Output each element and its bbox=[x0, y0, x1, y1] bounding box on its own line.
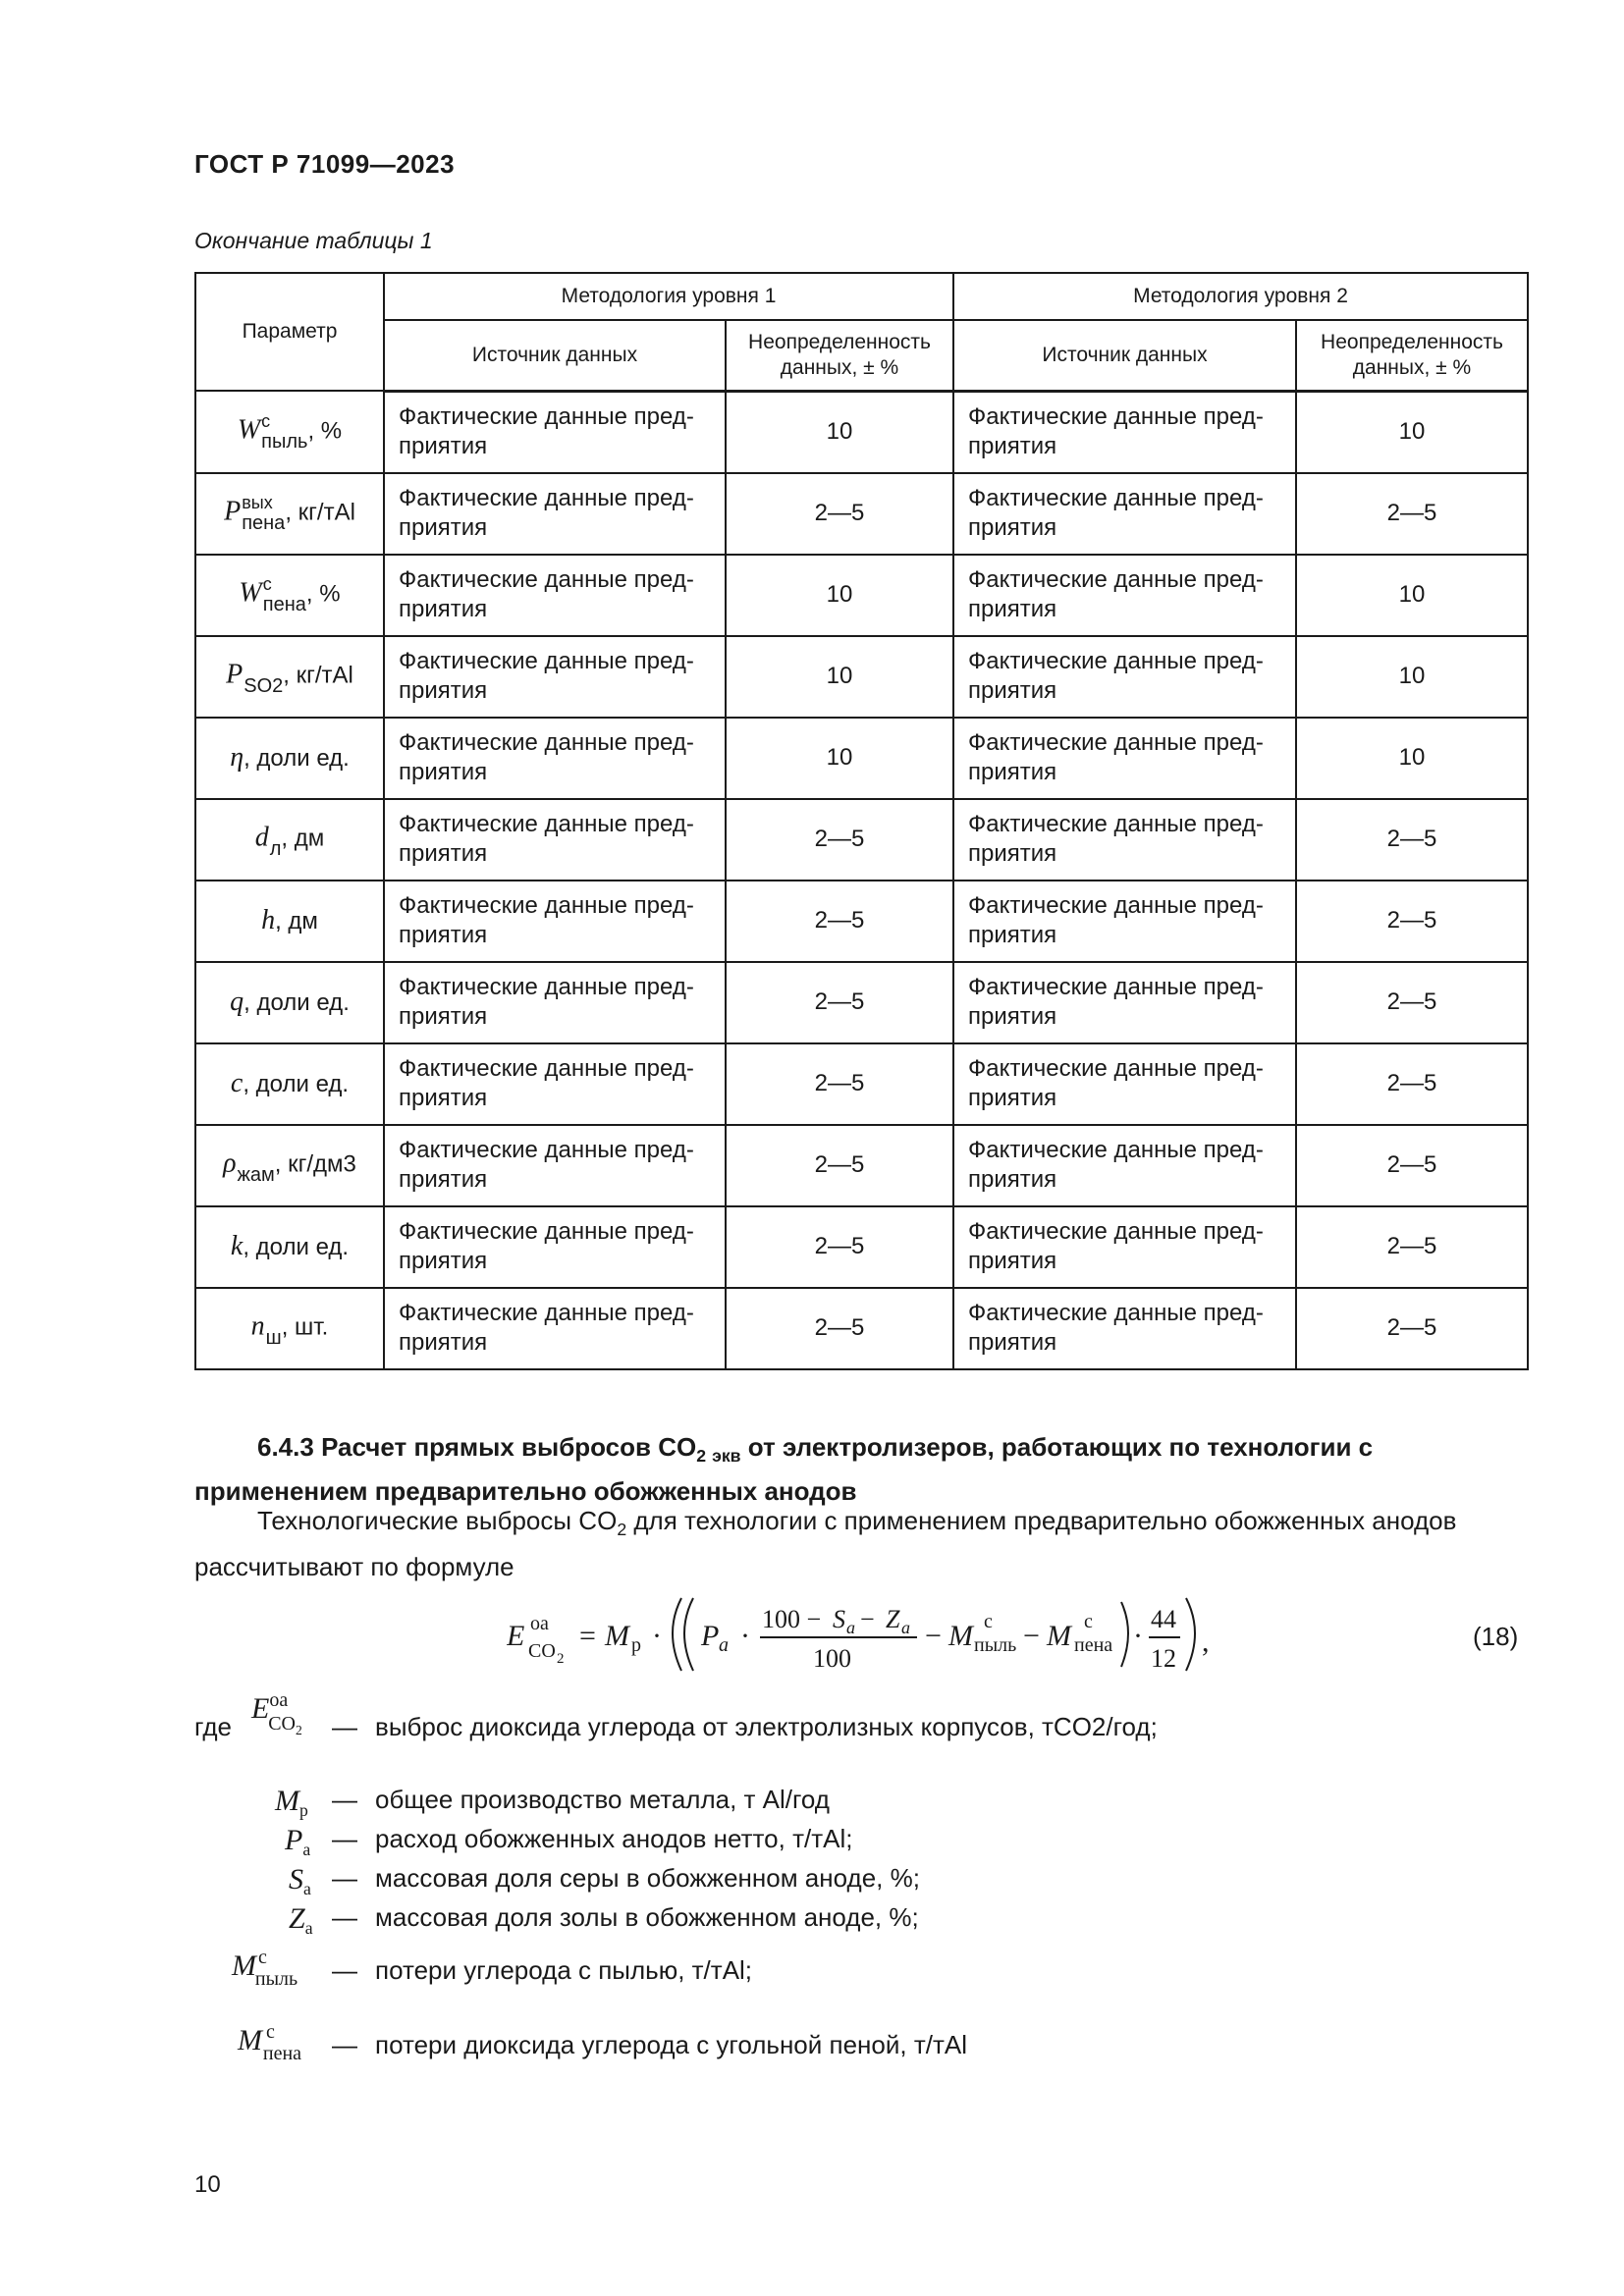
uncertainty-cell-2: 10 bbox=[1296, 555, 1528, 636]
param-cell: n ш , шт. bbox=[195, 1288, 384, 1369]
param-cell: P вых пена , кг/тAl bbox=[195, 473, 384, 555]
source-cell-2: Фактические данные пред-приятия bbox=[953, 473, 1296, 555]
table-row bbox=[195, 1125, 1528, 1206]
uncertainty-cell-2: 2—5 bbox=[1296, 881, 1528, 962]
source-cell-1: Фактические данные пред-приятия bbox=[384, 1125, 726, 1206]
svg-text:=: = bbox=[579, 1620, 596, 1652]
svg-text:E: E bbox=[507, 1620, 525, 1652]
source-cell-1: Фактические данные пред-приятия bbox=[384, 799, 726, 881]
param-cell: d л , дм bbox=[195, 799, 384, 881]
param-cell: k, доли ед. bbox=[195, 1206, 384, 1288]
svg-text:M: M bbox=[1047, 1620, 1071, 1652]
param-cell: c, доли ед. bbox=[195, 1043, 384, 1125]
table-caption: Окончание таблицы 1 bbox=[194, 228, 433, 253]
definition-text: выброс диоксида углерода от электролизных корпусов, тCO2/год; bbox=[375, 1712, 1158, 1741]
header-parameter: Параметр bbox=[195, 273, 384, 391]
source-cell-1: Фактические данные пред-приятия bbox=[384, 1206, 726, 1288]
svg-text:c: c bbox=[1084, 1611, 1093, 1632]
table-row bbox=[195, 636, 1528, 718]
equation-number: (18) bbox=[1473, 1622, 1519, 1651]
source-cell-2: Фактические данные пред-приятия bbox=[953, 1043, 1296, 1125]
definition-text: потери диоксида углерода с угольной пеной, т/тAl bbox=[375, 2030, 967, 2059]
source-cell-1: Фактические данные пред-приятия bbox=[384, 962, 726, 1043]
svg-text:р: р bbox=[631, 1634, 641, 1656]
source-cell-2: Фактические данные пред-приятия bbox=[953, 1125, 1296, 1206]
definition-symbol: $M_р$ bbox=[275, 1785, 308, 1821]
uncertainty-cell-1: 2—5 bbox=[726, 1288, 953, 1369]
source-cell-2: Фактические данные пред-приятия bbox=[953, 881, 1296, 962]
svg-text:c: c bbox=[984, 1611, 993, 1632]
document-header: ГОСТ Р 71099—2023 bbox=[194, 149, 456, 179]
definition-symbol: $S_a$ bbox=[289, 1863, 311, 1899]
definition-text: общее производство металла, т Al/год bbox=[375, 1785, 830, 1814]
uncertainty-cell-1: 2—5 bbox=[726, 473, 953, 555]
page-number: 10 bbox=[194, 2171, 221, 2198]
uncertainty-cell-2: 2—5 bbox=[1296, 1206, 1528, 1288]
uncertainty-cell-1: 2—5 bbox=[726, 799, 953, 881]
header-level1: Методология уровня 1 bbox=[384, 273, 953, 320]
data-table bbox=[194, 272, 1529, 1370]
definition-text: потери углерода с пылью, т/тAl; bbox=[375, 1955, 753, 1985]
definition-text: массовая доля золы в обожженном аноде, %; bbox=[375, 1902, 919, 1932]
definition-symbol: M $^c_{пена}$ bbox=[238, 2021, 302, 2064]
param-cell: W с пена , % bbox=[195, 555, 384, 636]
svg-text:M: M bbox=[605, 1620, 629, 1652]
uncertainty-cell-1: 2—5 bbox=[726, 1125, 953, 1206]
header-source-1: Источник данных bbox=[384, 320, 726, 391]
uncertainty-cell-2: 2—5 bbox=[1296, 473, 1528, 555]
source-cell-1: Фактические данные пред-приятия bbox=[384, 636, 726, 718]
uncertainty-cell-2: 2—5 bbox=[1296, 1043, 1528, 1125]
source-cell-1: Фактические данные пред-приятия bbox=[384, 473, 726, 555]
definition-symbol: $E^{оа}_{CO_2}$ bbox=[251, 1689, 302, 1737]
definition-symbol: $Z_a$ bbox=[289, 1902, 313, 1939]
table-row bbox=[195, 1043, 1528, 1125]
definitions: где $E^{оа}_{CO_2}$ — выброс диоксида углерода от электролизных корпусов, тCO2/год; $M_р$ — общее производство металла, т Al/год $P_a$ — расход обожженных анодов нетто, т/тAl; $S_a$ — массовая доля серы в обожженном аноде, %; $Z_a$ — массовая доля золы в обожженном аноде, %; M $^c_{пыль}$ — потери углерода с пылью, т/тAl; M $^c_{пена}$ — потери диоксида углерода с угольной пеной, т/тAl bbox=[194, 1689, 1158, 2064]
svg-text:a: a bbox=[846, 1618, 855, 1637]
svg-text:−: − bbox=[860, 1605, 875, 1633]
uncertainty-cell-2: 10 bbox=[1296, 636, 1528, 718]
uncertainty-cell-2: 2—5 bbox=[1296, 962, 1528, 1043]
section-heading bbox=[194, 1429, 1527, 1509]
svg-text:пена: пена bbox=[1074, 1634, 1113, 1656]
formula-18 bbox=[507, 1576, 1253, 1692]
source-cell-1: Фактические данные пред-приятия bbox=[384, 718, 726, 799]
svg-text:100 −: 100 − bbox=[762, 1605, 822, 1633]
param-cell: P SO2 , кг/тAl bbox=[195, 636, 384, 718]
svg-text:M: M bbox=[948, 1620, 973, 1652]
source-cell-2: Фактические данные пред-приятия bbox=[953, 636, 1296, 718]
definition-text: расход обожженных анодов нетто, т/тAl; bbox=[375, 1824, 853, 1853]
body-paragraph: Технологические выбросы $CO_2$ для технологии с применением предварительно обожженных анодов рассчитывают по формуле bbox=[194, 1506, 1457, 1582]
header-level2: Методология уровня 2 bbox=[953, 273, 1528, 320]
uncertainty-cell-1: 2—5 bbox=[726, 1043, 953, 1125]
svg-text:−: − bbox=[925, 1620, 942, 1652]
table-row bbox=[195, 881, 1528, 962]
section-number: 6.4.3 bbox=[257, 1432, 314, 1462]
where-label: где bbox=[194, 1712, 232, 1741]
param-cell: ρ жам , кг/дм3 bbox=[195, 1125, 384, 1206]
section-title: Расчет прямых выбросов $CO_2$ $_{экв}$ от электролизеров, работающих по технологии с применением предварительно обожженных анодов bbox=[194, 1432, 1374, 1507]
table-row bbox=[195, 1288, 1528, 1369]
source-cell-2: Фактические данные пред-приятия bbox=[953, 1206, 1296, 1288]
param-cell: h, дм bbox=[195, 881, 384, 962]
uncertainty-cell-1: 10 bbox=[726, 391, 953, 473]
uncertainty-cell-2: 10 bbox=[1296, 718, 1528, 799]
uncertainty-cell-2: 2—5 bbox=[1296, 1125, 1528, 1206]
svg-text:P: P bbox=[701, 1620, 720, 1652]
uncertainty-cell-1: 2—5 bbox=[726, 962, 953, 1043]
table-row bbox=[195, 473, 1528, 555]
svg-text:a: a bbox=[901, 1618, 910, 1637]
source-cell-1: Фактические данные пред-приятия bbox=[384, 555, 726, 636]
table-row bbox=[195, 555, 1528, 636]
svg-text:CO: CO bbox=[528, 1640, 556, 1662]
svg-text:·: · bbox=[652, 1620, 662, 1652]
svg-text:44: 44 bbox=[1151, 1605, 1176, 1633]
svg-text:,: , bbox=[1202, 1626, 1210, 1658]
svg-text:оа: оа bbox=[530, 1613, 549, 1634]
formula-graphic bbox=[507, 1576, 1253, 1684]
header-uncertainty-2: Неопределенность данных, ± % bbox=[1296, 320, 1528, 391]
source-cell-2: Фактические данные пред-приятия bbox=[953, 718, 1296, 799]
source-cell-2: Фактические данные пред-приятия bbox=[953, 555, 1296, 636]
svg-text:пыль: пыль bbox=[974, 1634, 1017, 1656]
svg-text:·: · bbox=[740, 1620, 750, 1652]
source-cell-1: Фактические данные пред-приятия bbox=[384, 1288, 726, 1369]
svg-text:Z: Z bbox=[886, 1605, 900, 1633]
svg-text:2: 2 bbox=[557, 1651, 565, 1667]
param-cell: η, доли ед. bbox=[195, 718, 384, 799]
source-cell-1: Фактические данные пред-приятия bbox=[384, 391, 726, 473]
source-cell-2: Фактические данные пред-приятия bbox=[953, 962, 1296, 1043]
uncertainty-cell-2: 2—5 bbox=[1296, 799, 1528, 881]
table-row bbox=[195, 962, 1528, 1043]
source-cell-2: Фактические данные пред-приятия bbox=[953, 391, 1296, 473]
uncertainty-cell-1: 10 bbox=[726, 636, 953, 718]
header-source-2: Источник данных bbox=[953, 320, 1296, 391]
source-cell-2: Фактические данные пред-приятия bbox=[953, 799, 1296, 881]
header-uncertainty-1: Неопределенность данных, ± % bbox=[726, 320, 953, 391]
uncertainty-cell-1: 10 bbox=[726, 718, 953, 799]
svg-text:S: S bbox=[833, 1605, 845, 1633]
table-row bbox=[195, 1206, 1528, 1288]
svg-text:·: · bbox=[1133, 1620, 1143, 1652]
definition-symbol: M $^c_{пыль}$ bbox=[232, 1947, 298, 1990]
uncertainty-cell-1: 2—5 bbox=[726, 881, 953, 962]
source-cell-2: Фактические данные пред-приятия bbox=[953, 1288, 1296, 1369]
svg-text:12: 12 bbox=[1151, 1644, 1176, 1673]
param-cell: q, доли ед. bbox=[195, 962, 384, 1043]
table-row bbox=[195, 391, 1528, 473]
definition-symbol: $P_a$ bbox=[285, 1824, 311, 1860]
svg-text:−: − bbox=[1023, 1620, 1040, 1652]
table-row bbox=[195, 799, 1528, 881]
definition-text: массовая доля серы в обожженном аноде, %; bbox=[375, 1863, 920, 1893]
uncertainty-cell-1: 10 bbox=[726, 555, 953, 636]
source-cell-1: Фактические данные пред-приятия bbox=[384, 881, 726, 962]
param-cell: W с пыль , % bbox=[195, 391, 384, 473]
source-cell-1: Фактические данные пред-приятия bbox=[384, 1043, 726, 1125]
uncertainty-cell-1: 2—5 bbox=[726, 1206, 953, 1288]
table-row bbox=[195, 718, 1528, 799]
svg-text:a: a bbox=[719, 1634, 729, 1656]
uncertainty-cell-2: 10 bbox=[1296, 391, 1528, 473]
svg-text:100: 100 bbox=[813, 1644, 851, 1673]
uncertainty-cell-2: 2—5 bbox=[1296, 1288, 1528, 1369]
